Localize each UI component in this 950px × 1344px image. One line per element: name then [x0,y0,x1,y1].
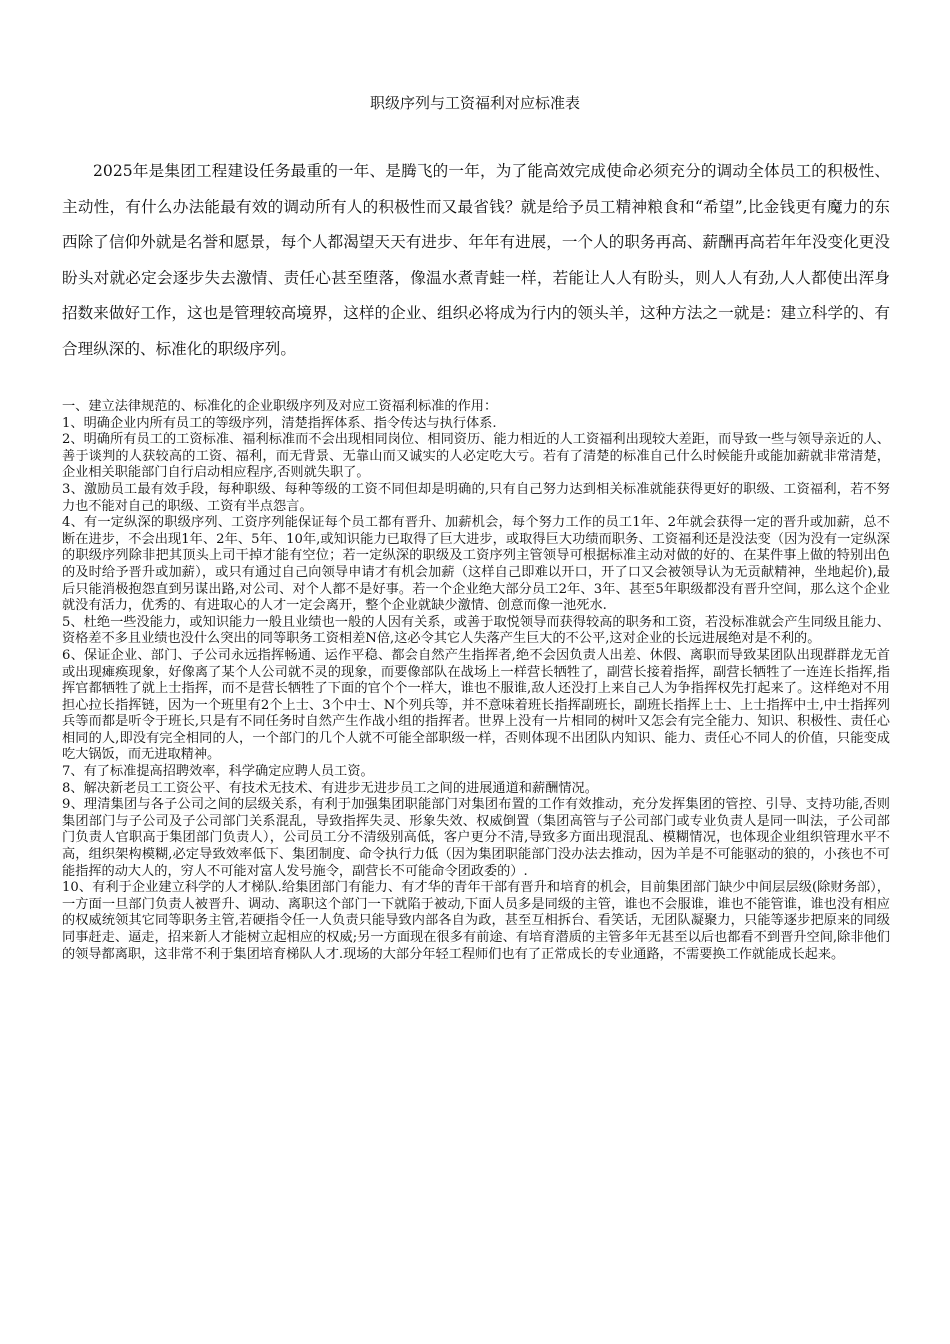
list-item: 2、明确所有员工的工资标准、福利标准而不会出现相同岗位、相同资历、能力相近的人工资福利出现较大差距，而导致一些与领导亲近的人、善于谈判的人获较高的工资、福利，而无背景、无靠山而又诚实的人必定吃大亏。若有了清楚的标准自己什么时候能升或能加薪就非常清楚，企业相关职能部门自行启动相应程序,否则就失职了。 [62,432,890,481]
document-body [62,399,890,963]
list-item: 7、有了标准提高招聘效率，科学确定应聘人员工资。 [62,764,374,780]
list-item: 9、理清集团与各子公司之间的层级关系，有利于加强集团职能部门对集团布置的工作有效推动，充分发挥集团的管控、引导、支持功能,否则集团部门与子公司及子公司部门关系混乱，导致指挥失灵、形象失效、权威倒置（集团高管与子公司部门或专业负责人是同一叫法，子公司部门负责人官职高于集团部门负责人），公司员工分不清级别高低，客户更分不清,导致多方面出现混乱、模糊情况，也体现企业组织管理水平不高，组织架构模糊,必定导致效率低下、集团制度、命令执行力低（因为集团职能部门没办法去推动，因为羊是不可能驱动的狼的，小孩也不可能指挥的动大人的，穷人不可能对富人发号施令，副营长不可能命令团政委的）. [62,797,890,879]
list-item: 8、解决新老员工工资公平、有技术无技术、有进步无进步员工之间的进展通道和薪酬情况。 [62,780,598,796]
list-item: 10、有利于企业建立科学的人才梯队.给集团部门有能力、有才华的青年干部有晋升和培育的机会，目前集团部门缺少中间层层级(除财务部），一方面一旦部门负责人被晋升、调动、离职这个部门一下就陷于被动,下面人员多是同级的主管，谁也不会服谁，谁也不能管谁，谁也没有相应的权威统领其它同等职务主管,若硬指令任一人负责只能导致内部各自为政，甚至互相拆台、看笑话，无团队凝聚力，只能等逐步把原来的同级同事赶走、逼走，招来新人才能树立起相应的权威;另一方面现在很多有前途、有培育潜质的主管多年无甚至以后也都看不到晋升空间,除非他们的领导都离职，这非常不利于集团培育梯队人才.现场的大部分年轻工程师们也有了正常成长的专业通路，不需要换工作就能成长起来。 [62,880,890,962]
list-item: 1、明确企业内所有员工的等级序列，清楚指挥体系、指令传达与执行体系. [62,415,497,431]
section-heading: 一、建立法律规范的、标准化的企业职级序列及对应工资福利标准的作用： [62,399,498,414]
intro-paragraph: 2025年是集团工程建设任务最重的一年、是腾飞的一年，为了能高效完成使命必须充分的调动全体员工的积极性、主动性，有什么办法能最有效的调动所有人的积极性而又最省钱？就是给予员工精神粮食和“希望”,比金钱更有魔力的东西除了信仰外就是名誉和愿景，每个人都渴望天天有进步、年年有进展，一个人的职务再高、薪酬再高若年年没变化更没盼头对就必定会逐步失去激情、责任心甚至堕落，像温水煮青蛙一样，若能让人人有盼头，则人人有劲,人人都使出浑身招数来做好工作，这也是管理较高境界，这样的企业、组织必将成为行内的领头羊，这种方法之一就是：建立科学的、有合理纵深的、标准化的职级序列。 [62,162,890,358]
list-item: 5、杜绝一些没能力，或知识能力一般且业绩也一般的人因有关系，或善于取悦领导而获得较高的职务和工资，若没标准就会产生同级且能力、资格差不多且业绩也没什么突出的同等职务工资相差N倍,这必令其它人失落产生巨大的不公平,这对企业的长远进展绝对是不利的。 [62,614,890,647]
list-item: 3、激励员工最有效手段，每种职级、每种等级的工资不同但却是明确的,只有自己努力达到相关标准就能获得更好的职级、工资福利，若不努力也不能对自己的职级、工资有半点怨言。 [62,481,890,514]
list-item: 6、保证企业、部门、子公司永远指挥畅通、运作平稳、都会自然产生指挥者,绝不会因负责人出差、休假、离职而导致某团队出现群群龙无首或出现瘫痪现象，好像离了某个人公司就不灵的现象，而要像部队在战场上一样营长牺牲了，副营长接着指挥，副营长牺牲了一连连长指挥,指挥官都牺牲了就上士指挥，而不是营长牺牲了下面的官个个一样大，谁也不服谁,敌人还没打上来自己人为争指挥权先打起来了。这样绝对不用担心拉长指挥链，因为一个班里有2个上士、3个中士、N个列兵等，并不意味着班长指挥副班长，副班长指挥上士、上士指挥中士,中士指挥列兵等而都是听令于班长,只是有不同任务时自然产生作战小组的指挥者。世界上没有一片相同的树叶又怎会有完全能力、知识、积极性、责任心相同的人,即没有完全相同的人，一个部门的几个人就不可能全部职级一样，否则体现不出团队内知识、能力、责任心不同人的价值，只能变成吃大锅饭，而无进取精神。 [62,647,890,763]
document-title: 职级序列与工资福利对应标准表 [369,94,580,112]
list-item: 4、有一定纵深的职级序列、工资序列能保证每个员工都有晋升、加薪机会，每个努力工作的员工1年、2年就会获得一定的晋升或加薪，总不断在进步，不会出现1年、2年、5年、10年,或知识能力已取得了巨大进步，或取得巨大功绩而职务、工资福利还是没法变（因为没有一定纵深的职级序列除非把其顶头上司干掉才能有空位；若一定纵深的职级及工资序列主管领导可根据标准主动对做的好的、在某件事上做的特别出色的及时给予晋升或加薪），或只有通过自己向领导申请才有机会加薪（这样自己即难以开口，开了口又会被领导认为无贡献精神，坐地起价),最后只能消极抱怨直到另谋出路,对公司、对个人都不是好事。若一个企业绝大部分员工2年、3年、甚至5年职级都没有晋升空间，那么这个企业就没有活力，优秀的、有进取心的人才一定会离开，整个企业就缺少激情、创意而像一池死水. [62,515,890,614]
